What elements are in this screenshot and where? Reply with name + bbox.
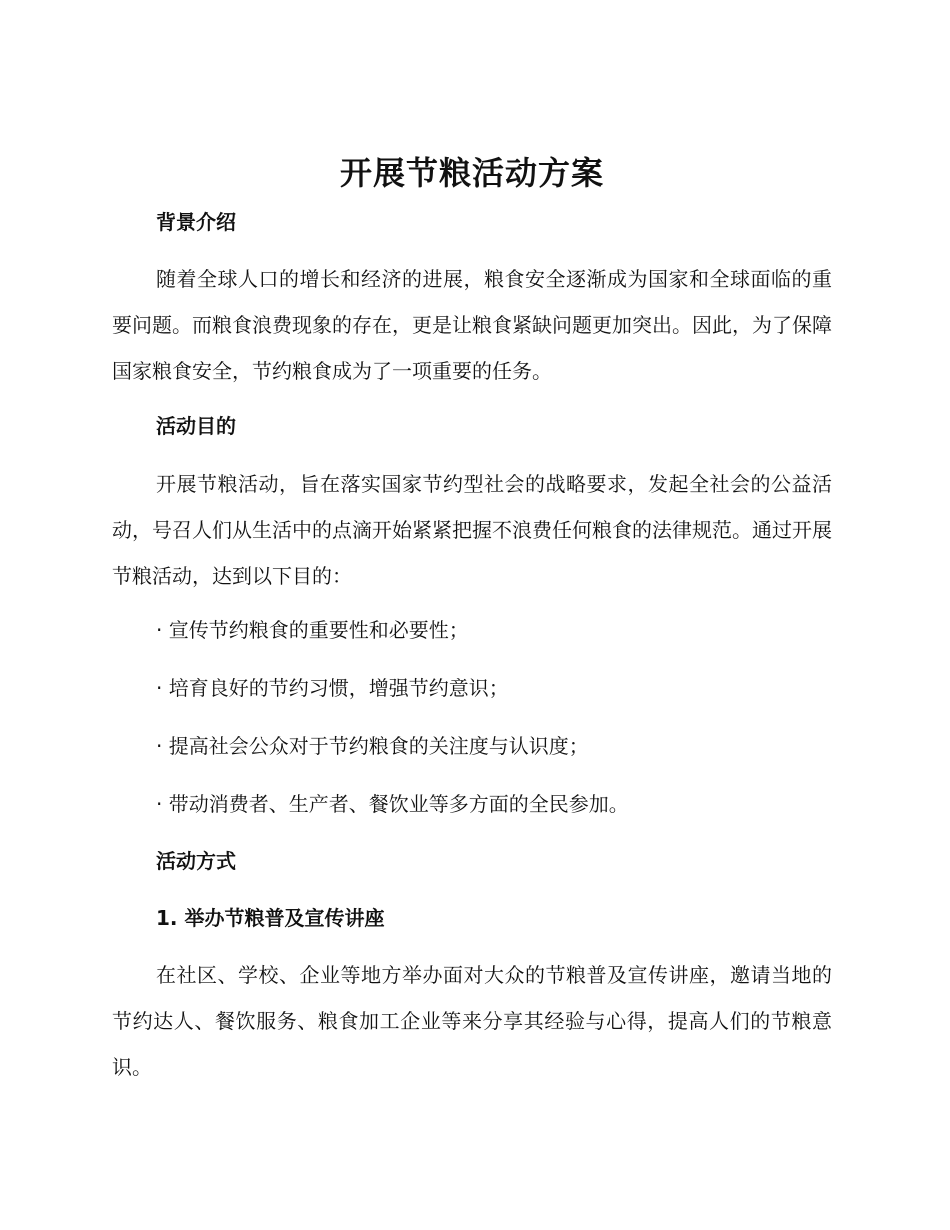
purpose-bullet-3: · 提高社会公众对于节约粮食的关注度与认识度； xyxy=(156,734,589,758)
methods-paragraph-1: 在社区、学校、企业等地方举办面对大众的节粮普及宣传讲座，邀请当地的节约达人、餐饮服务、粮食加工企业等来分享其经验与心得，提高人们的节粮意识。 xyxy=(112,963,832,1079)
purpose-bullet-2: · 培育良好的节约习惯，增强节约意识； xyxy=(156,676,509,700)
purpose-paragraph: 开展节粮活动，旨在落实国家节约型社会的战略要求，发起全社会的公益活动，号召人们从生活中的点滴开始紧紧把握不浪费任何粮食的法律规范。通过开展节粮活动，达到以下目的： xyxy=(112,472,832,588)
purpose-bullet-1: · 宣传节约粮食的重要性和必要性； xyxy=(156,618,469,642)
methods-subheading-1: 1. 举办节粮普及宣传讲座 xyxy=(156,906,385,930)
document-title: 开展节粮活动方案 xyxy=(339,154,604,192)
purpose-bullet-4: · 带动消费者、生产者、餐饮业等多方面的全民参加。 xyxy=(156,792,629,816)
background-paragraph: 随着全球人口的增长和经济的进展，粮食安全逐渐成为国家和全球面临的重要问题。而粮食浪费现象的存在，更是让粮食紧缺问题更加突出。因此，为了保障国家粮食安全，节约粮食成为了一项重要的任务。 xyxy=(112,267,832,383)
section-heading-background: 背景介绍 xyxy=(156,210,236,234)
section-heading-methods: 活动方式 xyxy=(156,849,236,873)
section-heading-purpose: 活动目的 xyxy=(156,414,236,438)
